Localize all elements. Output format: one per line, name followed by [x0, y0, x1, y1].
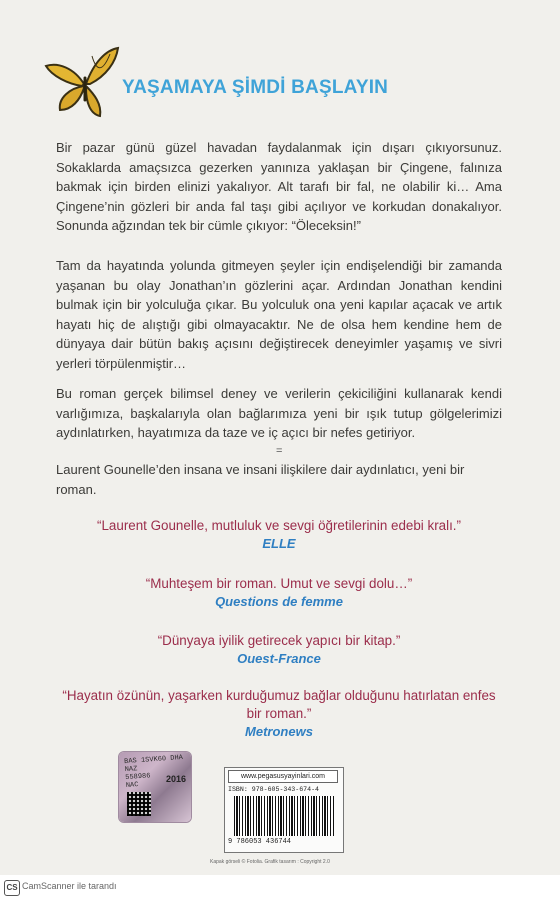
scanner-watermark-text: CamScanner ile tarandı: [22, 881, 117, 891]
camscanner-logo-icon: CS: [4, 880, 20, 896]
quote-source: ELLE: [262, 536, 296, 551]
quote-source: Metronews: [245, 724, 313, 739]
sticker-code-line: NAC: [125, 781, 139, 791]
sticker-code-line: BAS 1SVK60 DHA: [123, 753, 184, 767]
synopsis-paragraph-2: Tam da hayatında yolunda gitmeyen şeyler için endişelendiği bir zamanda yaşanan bu olay Jonathan’ın gözlerini açar. Ardından Jonathan kendini bulmak için bir yolculuğa çıkar. Bu yolculuk ona yeni kapılar açacak ve artık hayatı hiç de alıştığı gibi olmayacaktır. Ne de olsa hem kendine hem de dünyaya dair bütün bakış açısını değiştirecek deneyimler yaşamış ve sivri yerleri törpülenmiştir…: [56, 258, 502, 371]
sticker-year: 2016: [165, 774, 186, 784]
sticker-code-line: NAZ: [124, 765, 138, 775]
review-quote: [56, 575, 502, 611]
cover-header: [44, 44, 514, 124]
qr-code-icon: [127, 792, 151, 816]
cover-title: YAŞAMAYA ŞİMDİ BAŞLAYIN: [122, 77, 389, 98]
banderol-sticker: [119, 752, 191, 822]
quote-text: “Muhteşem bir roman. Umut ve sevgi dolu…”: [145, 576, 413, 591]
synopsis-paragraph-1: Bir pazar günü güzel havadan faydalanmak için dışarı çıkıyorsunuz. Sokaklarda amaçsızca gezerken yanınıza yaklaşan bir Çingene, falınıza bakmak için birden elinizi yakalıyor. Alt tarafı bir fal, ne olabilir ki… Ama Çingene’nin gözleri bir anda fal taşı gibi açılıyor ve korkudan donakalıyor. Sonunda ağzından tek bir cümle çıkıyor: “Öleceksin!”: [56, 140, 502, 234]
sticker-code-line: 558986: [125, 772, 151, 783]
synopsis-paragraph-3: Bu roman gerçek bilimsel deney ve verilerin çekiciliğini kullanarak kendi varlığımıza, başkalarıyla olan bağlarımıza yeni bir ışık tutup gölgelerimizi aydınlatırken, hayatımıza da taze ve iç açıcı bir nefes getiriyor.: [56, 386, 502, 441]
butterfly-icon: [44, 44, 124, 120]
separator-mark: =: [276, 445, 283, 457]
quote-text: “Hayatın özünün, yaşarken kurduğumuz bağlar olduğunu hatırlatan enfes bir roman.”: [62, 688, 496, 721]
review-quote: [56, 517, 502, 553]
review-quote: [56, 687, 502, 741]
isbn-label: ISBN: 978-605-343-674-4: [228, 786, 320, 793]
quote-text: “Laurent Gounelle, mutluluk ve sevgi öğretilerinin edebi kralı.”: [97, 518, 461, 533]
barcode-number: 9 786053 436744: [228, 838, 292, 846]
cover-credit: Kapak görseli © Fotolia. Grafik tasarım : Copyright 2.0: [210, 859, 330, 865]
quote-source: Questions de femme: [215, 594, 343, 609]
barcode-icon: [234, 796, 334, 836]
review-quote: [56, 632, 502, 668]
sticker-code: [124, 754, 185, 790]
quote-text: “Dünyaya iyilik getirecek yapıcı bir kitap.”: [157, 633, 401, 648]
quote-source: Ouest-France: [237, 651, 321, 666]
synopsis-paragraph-4: Laurent Gounelle’den insana ve insani ilişkilere dair aydınlatıcı, yeni bir roman.: [56, 462, 465, 497]
publisher-website: www.pegasusyayinlari.com: [228, 770, 338, 783]
